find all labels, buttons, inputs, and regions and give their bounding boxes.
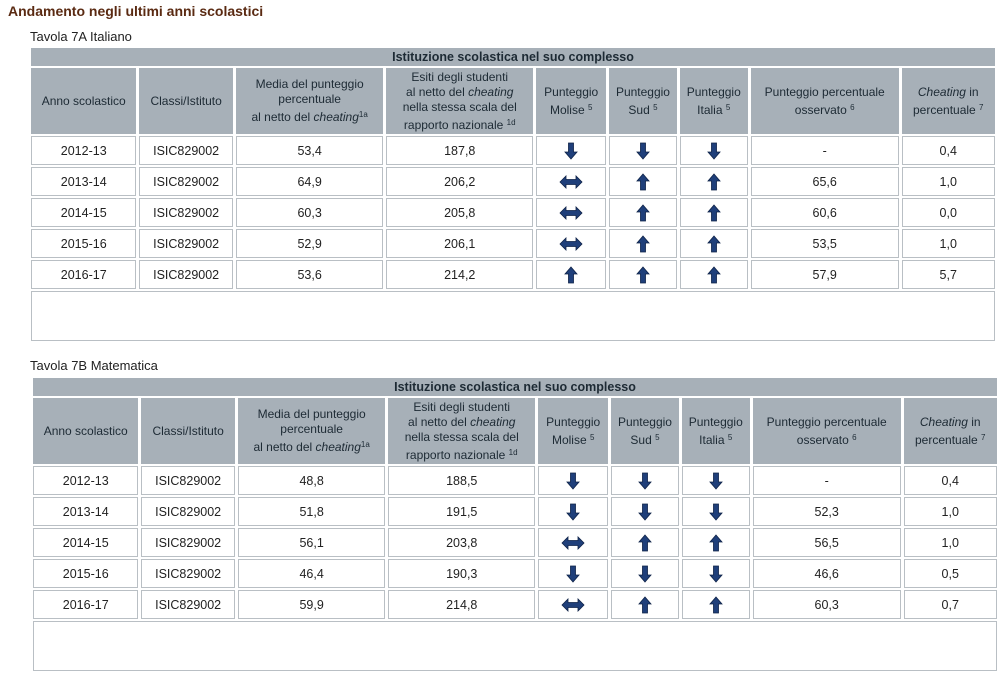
cell-sud <box>611 497 678 526</box>
cell-italia <box>682 559 750 588</box>
cell-osservato: 46,6 <box>753 559 901 588</box>
cell-cheating: 0,0 <box>902 198 996 227</box>
col-header-cheating: Cheating in percentuale $^7$ <box>904 398 998 464</box>
cell-sud <box>611 466 678 495</box>
cell-sud <box>611 559 678 588</box>
cell-molise <box>538 497 608 526</box>
cell-osservato: 60,3 <box>753 590 901 619</box>
cell-media: 64,9 <box>236 167 384 196</box>
cell-media: 51,8 <box>238 497 386 526</box>
col-header-italia: Punteggio Italia $^5$ <box>682 398 750 464</box>
table-row <box>33 497 997 526</box>
cell-anno: 2012-13 <box>31 136 136 165</box>
cell-osservato: 60,6 <box>751 198 899 227</box>
table-row <box>33 466 997 495</box>
arrow-down-icon <box>566 503 580 521</box>
cell-molise <box>536 260 606 289</box>
col-header-media: Media del punteggio percentuale al netto del cheating$^{1a}$ <box>236 68 384 134</box>
arrow-down-icon <box>638 503 652 521</box>
cell-osservato: 65,6 <box>751 167 899 196</box>
cell-anno: 2016-17 <box>33 590 138 619</box>
super-header: Istituzione scolastica nel suo complesso <box>31 48 995 66</box>
arrow-down-icon <box>707 142 721 160</box>
arrow-up-icon <box>707 266 721 284</box>
cell-anno: 2014-15 <box>31 198 136 227</box>
arrow-down-icon <box>709 472 723 490</box>
cell-cheating: 0,7 <box>904 590 998 619</box>
cell-osservato: - <box>753 466 901 495</box>
cell-anno: 2012-13 <box>33 466 138 495</box>
table-row <box>33 590 997 619</box>
cell-media: 53,6 <box>236 260 384 289</box>
cell-classe: ISIC829002 <box>141 466 234 495</box>
cell-esiti: 190,3 <box>388 559 535 588</box>
cell-classe: ISIC829002 <box>139 198 232 227</box>
cell-molise <box>536 198 606 227</box>
arrow-up-icon <box>638 596 652 614</box>
cell-esiti: 191,5 <box>388 497 535 526</box>
arrow-up-icon <box>636 173 650 191</box>
table-row <box>33 559 997 588</box>
arrow-up-icon <box>707 204 721 222</box>
table-row <box>33 528 997 557</box>
arrow-down-icon <box>709 503 723 521</box>
cell-esiti: 205,8 <box>386 198 533 227</box>
arrow-up-icon <box>636 266 650 284</box>
page-title: Andamento negli ultimi anni scolastici <box>8 3 264 19</box>
cell-sud <box>609 198 676 227</box>
cell-osservato: - <box>751 136 899 165</box>
arrow-up-icon <box>709 596 723 614</box>
cell-esiti: 203,8 <box>388 528 535 557</box>
arrow-up-icon <box>709 534 723 552</box>
cell-osservato: 53,5 <box>751 229 899 258</box>
cell-anno: 2015-16 <box>31 229 136 258</box>
cell-italia <box>680 136 748 165</box>
cell-esiti: 214,8 <box>388 590 535 619</box>
cell-esiti: 188,5 <box>388 466 535 495</box>
cell-cheating: 5,7 <box>902 260 996 289</box>
col-header-media: Media del punteggio percentuale al netto del cheating$^{1a}$ <box>238 398 386 464</box>
arrow-up-icon <box>707 173 721 191</box>
cell-anno: 2016-17 <box>31 260 136 289</box>
table-7b-matematica <box>30 376 1000 673</box>
cell-sud <box>611 590 678 619</box>
cell-esiti: 214,2 <box>386 260 533 289</box>
col-header-osservato: Punteggio percentuale osservato $^6$ <box>751 68 899 134</box>
empty-row <box>33 621 997 671</box>
cell-cheating: 1,0 <box>902 229 996 258</box>
cell-sud <box>609 260 676 289</box>
table-row <box>31 167 995 196</box>
cell-classe: ISIC829002 <box>141 590 234 619</box>
cell-molise <box>538 590 608 619</box>
arrow-down-icon <box>566 472 580 490</box>
cell-molise <box>536 167 606 196</box>
arrow-up-icon <box>636 204 650 222</box>
cell-molise <box>536 136 606 165</box>
arrow-up-icon <box>564 266 578 284</box>
cell-classe: ISIC829002 <box>139 260 232 289</box>
cell-cheating: 1,0 <box>904 497 998 526</box>
cell-italia <box>680 167 748 196</box>
arrow-down-icon <box>638 472 652 490</box>
cell-anno: 2013-14 <box>31 167 136 196</box>
cell-cheating: 0,4 <box>904 466 998 495</box>
arrow-down-icon <box>564 142 578 160</box>
cell-anno: 2015-16 <box>33 559 138 588</box>
table-7a-italiano <box>28 46 998 343</box>
cell-classe: ISIC829002 <box>139 229 232 258</box>
col-header-italia: Punteggio Italia $^5$ <box>680 68 748 134</box>
cell-molise <box>538 466 608 495</box>
cell-sud <box>611 528 678 557</box>
table-7a-title: Tavola 7A Italiano <box>30 29 132 44</box>
cell-media: 53,4 <box>236 136 384 165</box>
arrow-down-icon <box>638 565 652 583</box>
table-7b-title: Tavola 7B Matematica <box>30 358 158 373</box>
cell-esiti: 187,8 <box>386 136 533 165</box>
col-header-anno: Anno scolastico <box>33 398 138 464</box>
arrow-up-icon <box>638 534 652 552</box>
cell-esiti: 206,2 <box>386 167 533 196</box>
cell-cheating: 1,0 <box>904 528 998 557</box>
arrow-left-right-icon <box>561 598 585 612</box>
empty-row <box>31 291 995 341</box>
cell-classe: ISIC829002 <box>141 528 234 557</box>
cell-classe: ISIC829002 <box>139 167 232 196</box>
col-header-sud: Punteggio Sud $^5$ <box>609 68 676 134</box>
col-header-anno: Anno scolastico <box>31 68 136 134</box>
cell-sud <box>609 136 676 165</box>
cell-media: 48,8 <box>238 466 386 495</box>
cell-sud <box>609 229 676 258</box>
cell-anno: 2013-14 <box>33 497 138 526</box>
col-header-classi: Classi/Istituto <box>139 68 232 134</box>
cell-italia <box>682 466 750 495</box>
arrow-left-right-icon <box>559 206 583 220</box>
cell-italia <box>682 497 750 526</box>
cell-cheating: 0,5 <box>904 559 998 588</box>
col-header-esiti: Esiti degli studenti al netto del cheating nella stessa scala del rapporto nazionale $^{1d}$ <box>386 68 533 134</box>
col-header-molise: Punteggio Molise $^5$ <box>538 398 608 464</box>
cell-molise <box>536 229 606 258</box>
table-row <box>31 260 995 289</box>
cell-media: 52,9 <box>236 229 384 258</box>
cell-osservato: 57,9 <box>751 260 899 289</box>
cell-italia <box>680 229 748 258</box>
cell-cheating: 1,0 <box>902 167 996 196</box>
cell-anno: 2014-15 <box>33 528 138 557</box>
cell-italia <box>680 260 748 289</box>
col-header-esiti: Esiti degli studenti al netto del cheating nella stessa scala del rapporto nazionale $^{1d}$ <box>388 398 535 464</box>
cell-sud <box>609 167 676 196</box>
col-header-classi: Classi/Istituto <box>141 398 234 464</box>
cell-molise <box>538 559 608 588</box>
cell-media: 46,4 <box>238 559 386 588</box>
empty-cell <box>31 291 995 341</box>
empty-cell <box>33 621 997 671</box>
cell-classe: ISIC829002 <box>141 559 234 588</box>
arrow-down-icon <box>636 142 650 160</box>
cell-molise <box>538 528 608 557</box>
col-header-molise: Punteggio Molise $^5$ <box>536 68 606 134</box>
cell-osservato: 52,3 <box>753 497 901 526</box>
col-header-osservato: Punteggio percentuale osservato $^6$ <box>753 398 901 464</box>
arrow-up-icon <box>636 235 650 253</box>
arrow-left-right-icon <box>559 175 583 189</box>
cell-italia <box>682 590 750 619</box>
cell-media: 59,9 <box>238 590 386 619</box>
cell-osservato: 56,5 <box>753 528 901 557</box>
arrow-up-icon <box>707 235 721 253</box>
table-row <box>31 198 995 227</box>
arrow-down-icon <box>709 565 723 583</box>
cell-cheating: 0,4 <box>902 136 996 165</box>
cell-classe: ISIC829002 <box>141 497 234 526</box>
super-header: Istituzione scolastica nel suo complesso <box>33 378 997 396</box>
cell-italia <box>682 528 750 557</box>
cell-media: 56,1 <box>238 528 386 557</box>
cell-italia <box>680 198 748 227</box>
cell-media: 60,3 <box>236 198 384 227</box>
table-row <box>31 136 995 165</box>
arrow-down-icon <box>566 565 580 583</box>
cell-esiti: 206,1 <box>386 229 533 258</box>
arrow-left-right-icon <box>559 237 583 251</box>
table-row <box>31 229 995 258</box>
col-header-sud: Punteggio Sud $^5$ <box>611 398 678 464</box>
arrow-left-right-icon <box>561 536 585 550</box>
cell-classe: ISIC829002 <box>139 136 232 165</box>
col-header-cheating: Cheating in percentuale $^7$ <box>902 68 996 134</box>
